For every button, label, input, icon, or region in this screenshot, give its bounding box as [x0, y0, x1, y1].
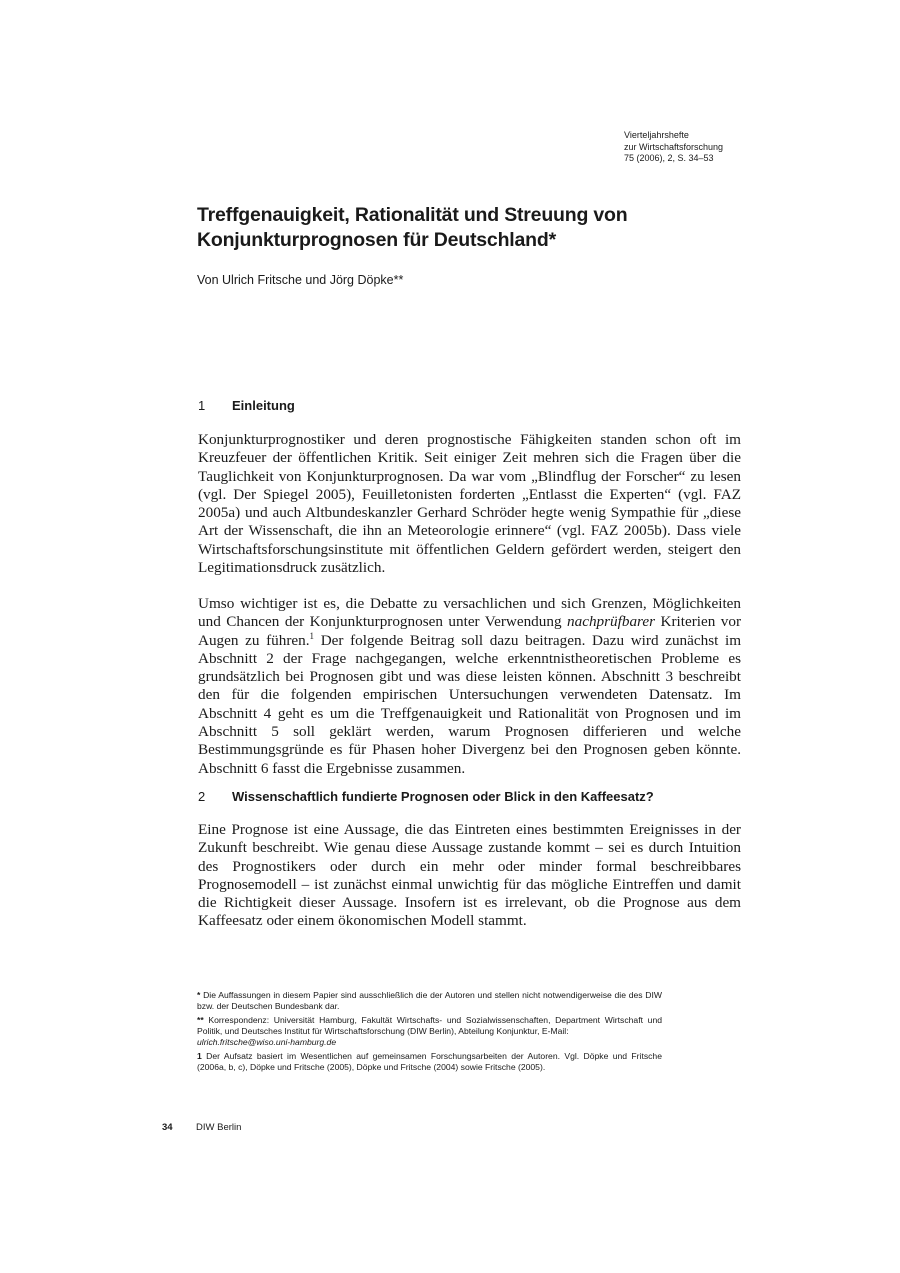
- publisher-name: DIW Berlin: [196, 1122, 242, 1133]
- footnote: [197, 990, 662, 1012]
- journal-name-line2: zur Wirtschaftsforschung: [624, 141, 724, 152]
- footnote: [197, 1051, 662, 1073]
- section-number: 1: [198, 398, 206, 413]
- footnote-reference[interactable]: 1: [309, 630, 315, 641]
- paragraph: Eine Prognose ist eine Aussage, die das Eintreten eines bestimmten Ereignisses in der Zukunft beschreibt. Wie genau diese Aussage zustande kommt – sei es durch Intuition des Prognostikers oder durch ein mehr oder minder formal beschreibbares Prognosemodell – ist zunächst einmal unwichtig für das mögliche Eintreffen und damit die Richtigkeit dieser Aussage. Insofern ist es irrelevant, ob die Prognose aus dem Kaffeesatz oder einem ökonomischen Modell stammt.: [198, 821, 741, 930]
- paragraph-text: Umso wichtiger ist es, die Debatte zu versachlichen und sich Grenzen, Möglichkeiten und Chancen der Konjunkturprognosen unter Verwendung: [198, 595, 741, 631]
- section-title: Wissenschaftlich fundierte Prognosen oder Blick in den Kaffeesatz?: [232, 789, 654, 804]
- paragraph: [198, 595, 741, 778]
- email-link[interactable]: ulrich.fritsche@wiso.uni-hamburg.de: [197, 1037, 337, 1047]
- footnote-mark: *: [197, 990, 201, 1000]
- page-number: 34: [162, 1122, 173, 1133]
- footnote: [197, 1015, 662, 1048]
- emphasis-text: nachprüfbarer: [567, 613, 656, 631]
- section-heading-2: [198, 789, 654, 804]
- article-title: Treffgenauigkeit, Rationalität und Streuung von Konjunkturprognosen für Deutschland*: [197, 204, 628, 251]
- journal-reference: [624, 130, 723, 165]
- footnotes: [197, 990, 662, 1076]
- page-footer: [162, 1122, 241, 1133]
- section-title: Einleitung: [232, 398, 295, 413]
- footnote-mark: 1: [197, 1051, 202, 1061]
- footnote-text: Die Auffassungen in diesem Papier sind ausschließlich die der Autoren und stellen nicht notwendigerweise die des DIW bzw. der Deutschen Bundesbank dar.: [197, 990, 662, 1011]
- footnote-text: Der Aufsatz basiert im Wesentlichen auf gemeinsamen Forschungsarbeiten der Autoren. Vgl. Döpke und Fritsche (2006a, b, c), Döpke und Fritsche (2005), Döpke und Fritsche (2004) sowie Fritsche (2005).: [197, 1051, 662, 1072]
- article-authors: Von Ulrich Fritsche und Jörg Döpke**: [197, 273, 404, 287]
- paragraph: Konjunkturprognostiker und deren prognostische Fähigkeiten standen schon oft im Kreuzfeuer der öffentlichen Kritik. Seit einiger Zeit mehren sich die Fragen über die Tauglichkeit von Konjunkturprognosen. Da war vom „Blindflug der Forscher“ zu lesen (vgl. Der Spiegel 2005), Feuilletonisten forderten „Entlasst die Experten“ (vgl. FAZ 2005a) und auch Altbundeskanzler Gerhard Schröder hegte wenig Sympathie für „diese Art der Wissenschaft, die ihn an Meteorologie erinnere“ (vgl. FAZ 2005b). Dass viele Wirtschaftsforschungsinstitute mit öffentlichen Geldern gefördert werden, steigert den Legitimationsdruck zusätzlich.: [198, 431, 741, 577]
- paragraph-text: Kriterien vor Augen zu führen.: [198, 613, 742, 649]
- journal-name-line1: Vierteljahrshefte: [624, 130, 689, 140]
- journal-issue: 75 (2006), 2, S. 34–53: [624, 153, 714, 163]
- footnote-text: Korrespondenz: Universität Hamburg, Fakultät Wirtschafts- und Sozialwissenschaften, Department Wirtschaft und Politik, und Deutsches Institut für Wirtschaftsforschung (DIW Berlin), Abteilung Konjunktur, E-Mail:: [197, 1015, 663, 1036]
- section-heading-1: [198, 398, 295, 413]
- footnote-mark: **: [197, 1015, 204, 1025]
- section-number: 2: [198, 789, 206, 804]
- paragraph-text: Der folgende Beitrag soll dazu beitragen. Dazu wird zunächst im Abschnitt 2 der Frage nachgegangen, welche erkenntnistheoretischen Probleme es grundsätzlich bei Prognosen gibt und was diese leisten können. Abschnitt 3 beschreibt den für die folgenden empirischen Untersuchungen verwendeten Datensatz. Im Abschnitt 4 geht es um die Treffgenauigkeit und Rationalität von Prognosen und im Abschnitt 5 soll geklärt werden, warum Prognosen differieren und welche Bestimmungsgründe es für Phasen hoher Divergenz bei den Prognosen geben könnte. Abschnitt 6 fasst die Ergebnisse zusammen.: [198, 631, 742, 777]
